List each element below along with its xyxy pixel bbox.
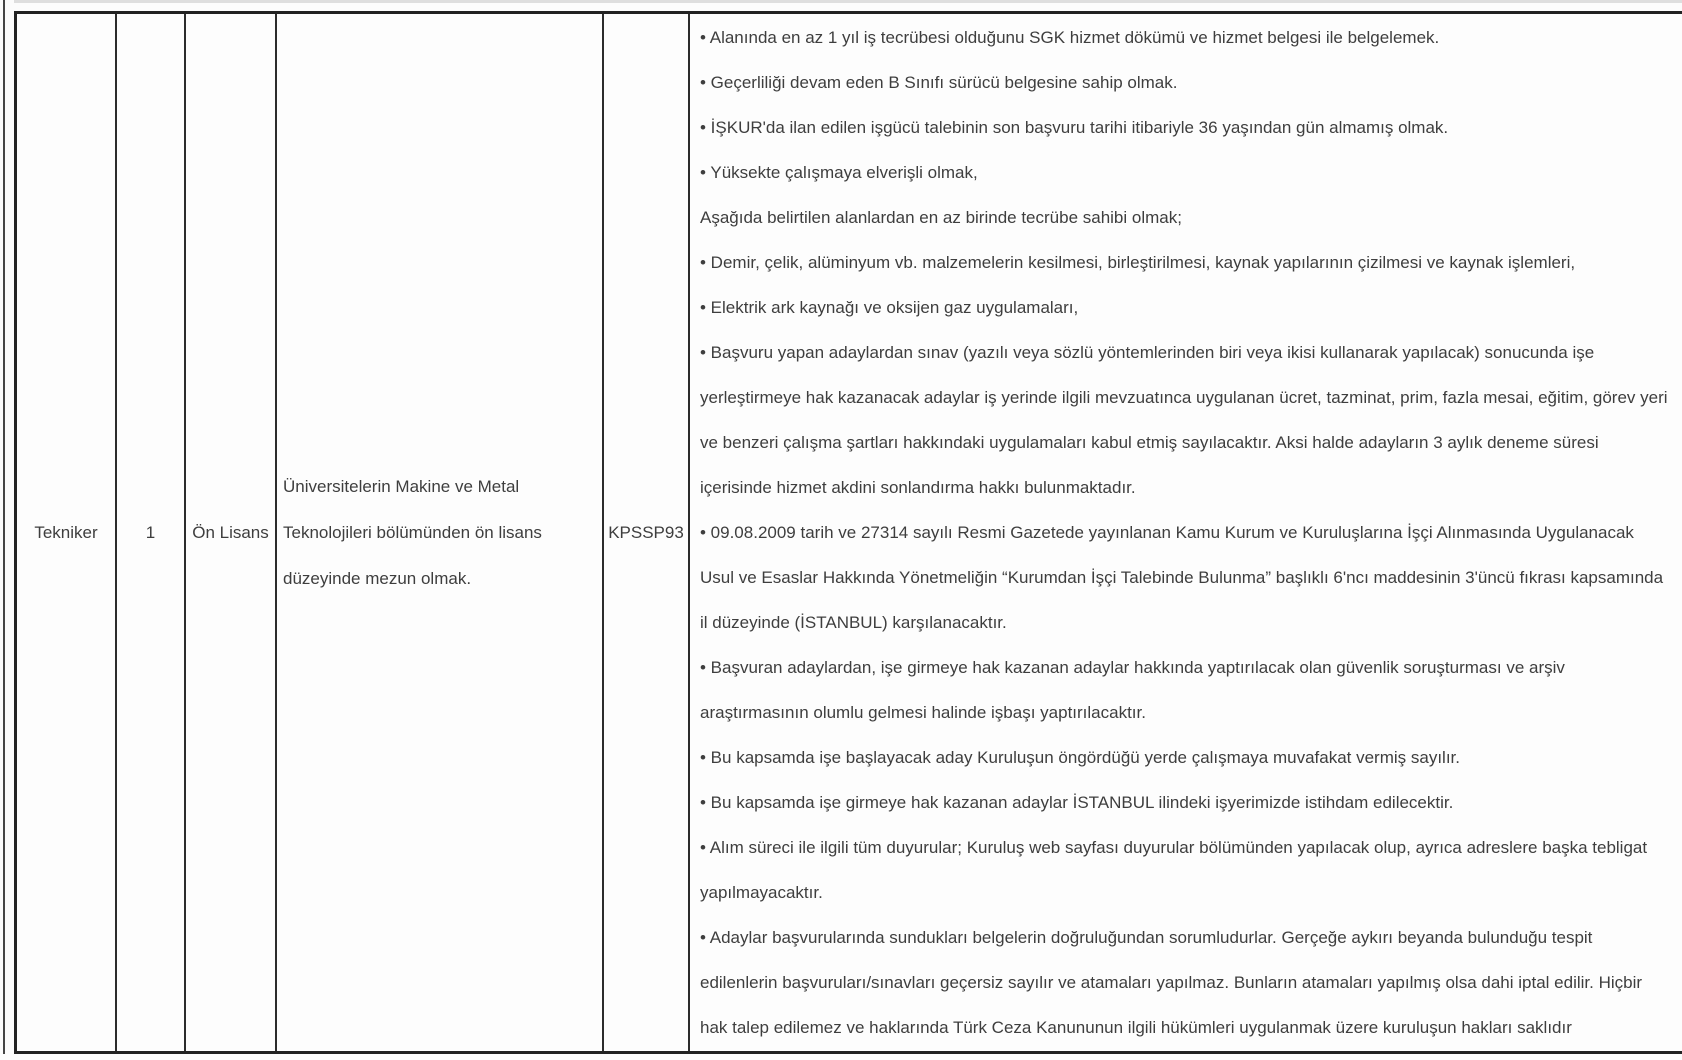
requirement-item: • Yüksekte çalışmaya elverişli olmak, xyxy=(700,163,978,182)
cell-requirements xyxy=(690,14,1682,1051)
requirement-item: • Adaylar başvurularında sundukları belgelerin doğruluğundan sorumludurlar. Gerçeğe aykırı beyanda bulunduğu tespit edilenlerin başvuruları/sınavları geçersiz sayılır ve atamaları yapılmaz. Bunların atamaları yapılmış olsa dahi iptal edilir. Hiçbir hak talep edilemez ve haklarında Türk Ceza Kanununun ilgili hükümleri uygulanmak üzere kuruluşun hakları saklıdır xyxy=(700,928,1643,1037)
requirement-item: • İŞKUR'da ilan edilen işgücü talebinin son başvuru tarihi itibariyle 36 yaşından gün almamış olmak. xyxy=(700,118,1449,137)
table-row xyxy=(17,14,1682,1051)
requirement-item: • Bu kapsamda işe girmeye hak kazanan adaylar İSTANBUL ilindeki işyerimizde istihdam edilecektir. xyxy=(700,793,1454,812)
cell-education-level xyxy=(186,14,277,1051)
cell-position xyxy=(17,14,117,1051)
requirement-item: • Elektrik ark kaynağı ve oksijen gaz uygulamaları, xyxy=(700,298,1079,317)
requirement-item: • Başvuran adaylardan, işe girmeye hak kazanan adaylar hakkında yaptırılacak olan güvenlik soruşturması ve arşiv araştırmasının olumlu gelmesi halinde işbaşı yaptırılacaktır. xyxy=(700,658,1565,722)
education-level-value: Ön Lisans xyxy=(192,522,269,542)
top-cut-row-remnant xyxy=(14,0,1682,3)
count-value: 1 xyxy=(145,522,156,542)
exam-code-value: KPSSP93 xyxy=(608,522,684,542)
requirement-item: • 09.08.2009 tarih ve 27314 sayılı Resmi Gazetede yayınlanan Kamu Kurum ve Kuruluşlarına İşçi Alınmasında Uygulanacak Usul ve Esaslar Hakkında Yönetmeliğin “Kurumdan İşçi Talebinde Bulunma” başlıklı 6'ncı maddesinin 3'üncü fıkrası kapsamında il düzeyinde (İSTANBUL) karşılanacaktır. xyxy=(700,523,1664,632)
requirement-item: Aşağıda belirtilen alanlardan en az birinde tecrübe sahibi olmak; xyxy=(700,208,1182,227)
requirement-item: • Başvuru yapan adaylardan sınav (yazılı veya sözlü yöntemlerinden biri veya ikisi kullanarak yapılacak) sonucunda işe yerleştirmeye hak kazanacak adaylar iş yerinde ilgili mevzuatınca uygulanan ücret, tazminat, prim, fazla mesai, eğitim, görev yeri ve benzeri çalışma şartları hakkındaki uygulamaları kabul etmiş sayılacaktır. Aksi halde adayların 3 aylık deneme süresi içerisinde hizmet akdini sonlandırma hakkı bulunmaktadır. xyxy=(700,343,1668,497)
cell-exam-code xyxy=(604,14,690,1051)
requirement-item: • Alım süreci ile ilgili tüm duyurular; Kuruluş web sayfası duyurular bölümünden yapılacak olup, ayrıca adreslere başka tebligat yapılmayacaktır. xyxy=(700,838,1648,902)
cell-count xyxy=(117,14,186,1051)
cell-education-detail xyxy=(277,14,604,1051)
requirement-item: • Geçerliliği devam eden B Sınıfı sürücü belgesine sahip olmak. xyxy=(700,73,1178,92)
requirement-item: • Bu kapsamda işe başlayacak aday Kuruluşun öngördüğü yerde çalışmaya muvafakat vermiş sayılır. xyxy=(700,748,1461,767)
job-posting-table xyxy=(14,11,1682,1054)
position-value: Tekniker xyxy=(34,522,98,542)
requirement-item: • Demir, çelik, alüminyum vb. malzemelerin kesilmesi, birleştirilmesi, kaynak yapılarının çizilmesi ve kaynak işlemleri, xyxy=(700,253,1576,272)
left-edge-table-border xyxy=(3,0,5,1054)
requirement-item: • Alanında en az 1 yıl iş tecrübesi olduğunu SGK hizmet dökümü ve hizmet belgesi ile belgelemek. xyxy=(700,28,1440,47)
education-detail-text: Üniversitelerin Makine ve Metal Teknolojileri bölümünden ön lisans düzeyinde mezun olmak. xyxy=(283,476,542,588)
